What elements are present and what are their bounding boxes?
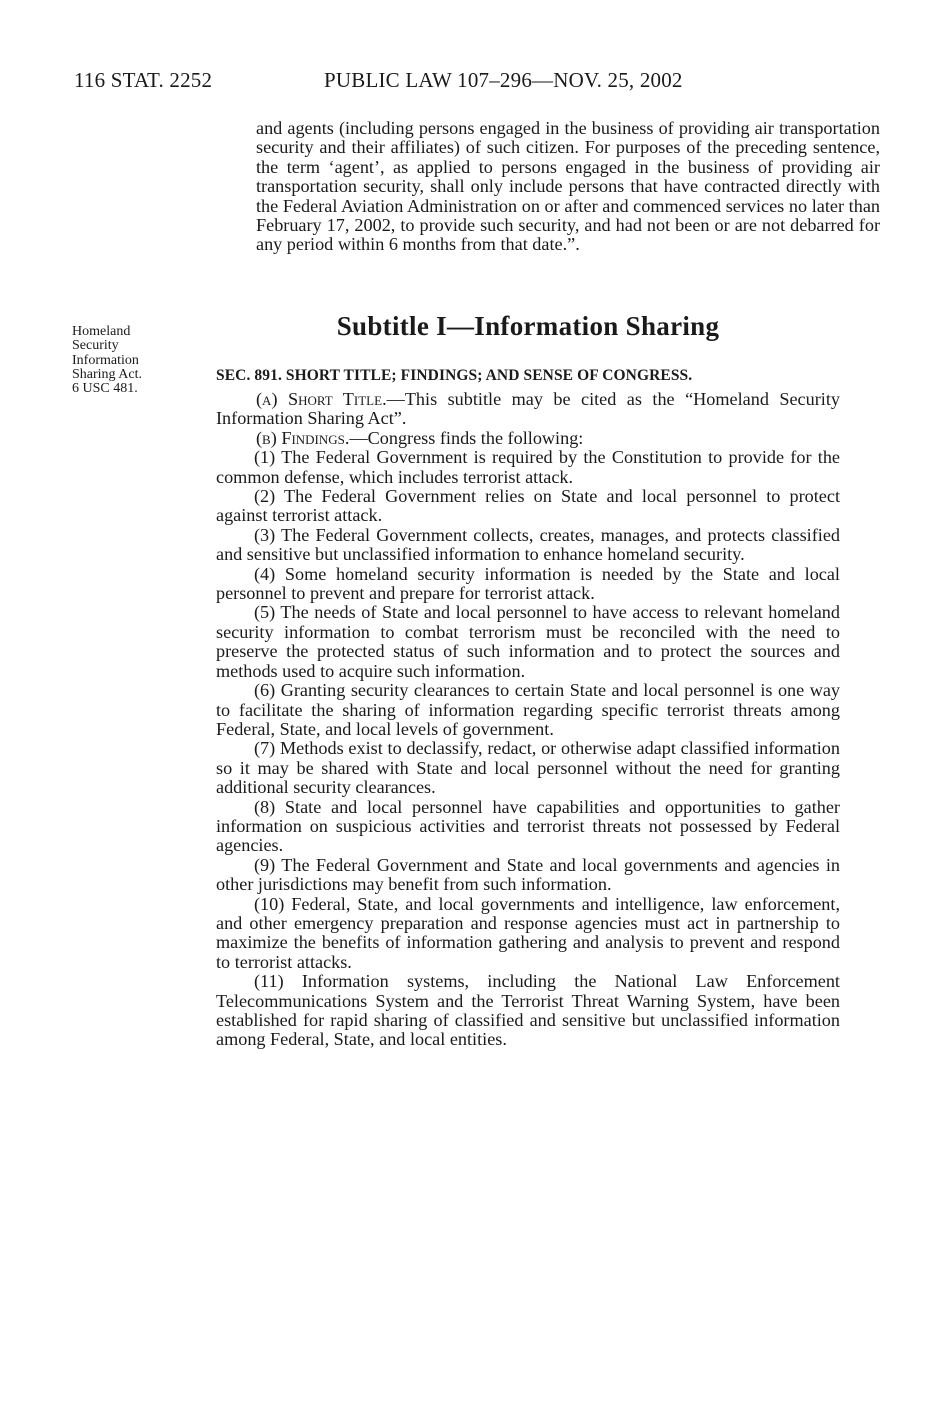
findings-label: (b) Findings. <box>256 427 350 448</box>
finding-item: (5) The needs of State and local personnel to have access to relevant homeland security information to combat terrorism must be reconciled with the need to preserve the protected status of such information and to protect the sources and methods used to acquire such information. <box>216 602 840 681</box>
margin-note-line: 6 USC 481. <box>72 381 138 397</box>
finding-item: (8) State and local personnel have capabilities and opportunities to gather information on suspicious activities and terrorist threats not possessed by Federal agencies. <box>216 796 840 856</box>
finding-item: (4) Some homeland security information is needed by the State and local personnel to prevent and prepare for terrorist attack. <box>216 563 840 604</box>
margin-note-line: Sharing Act. <box>72 366 142 382</box>
finding-item: (6) Granting security clearances to certain State and local personnel is one way to facilitate the sharing of information regarding specific terrorist threats among Federal, State, and local levels of government. <box>216 680 840 739</box>
finding-item: (1) The Federal Government is required by the Constitution to provide for the common defense, which includes terrorist attack. <box>216 447 840 487</box>
finding-item: (9) The Federal Government and State and local governments and agencies in other jurisdictions may benefit from such information. <box>216 854 840 895</box>
finding-item: (11) Information systems, including the National Law Enforcement Telecommunications System and the Terrorist Threat Warning System, have been established for rapid sharing of classified and sensitive but unclassified information among Federal, State, and local entities. <box>216 971 840 1050</box>
finding-item: (3) The Federal Government collects, creates, manages, and protects classified and sensitive but unclassified information to enhance homeland security. <box>216 524 840 565</box>
margin-note-line: Homeland <box>72 324 131 339</box>
continuation-paragraph: and agents (including persons engaged in the business of providing air transportation security and their affiliates) of such citizen. For purposes of the preceding sentence, the term ‘agent’, as applied to persons engaged in the business of providing air transportation security, shall only include persons that have contracted directly with the Federal Aviation Administration on or after and commenced services no later than February 17, 2002, to provide such security, and had not been or are not debarred for any period within 6 months from that date.”. <box>256 118 880 255</box>
findings-intro-paragraph <box>216 429 840 448</box>
subtitle-heading: Subtitle I—Information Sharing <box>336 311 720 341</box>
margin-note-line: Security <box>72 338 119 354</box>
findings-intro: —Congress finds the following: <box>349 427 584 448</box>
section-heading: SEC. 891. SHORT TITLE; FINDINGS; AND SENSE OF CONGRESS. <box>216 367 693 384</box>
findings-list <box>176 448 840 1050</box>
short-title-paragraph <box>216 390 840 429</box>
short-title-text: —This subtitle may be cited as the “Homeland Security Information Sharing Act”. <box>216 389 840 429</box>
finding-item: (7) Methods exist to declassify, redact, or otherwise adapt classified information so it may be shared with State and local personnel without the need for granting additional security clearances. <box>216 738 840 798</box>
finding-item: (10) Federal, State, and local governments and intelligence, law enforcement, and other emergency preparation and response agencies must act in partnership to maximize the benefits of information gathering and analysis to prevent and respond to terrorist attacks. <box>216 893 840 972</box>
margin-note <box>72 325 192 396</box>
margin-note-line: Information <box>72 352 139 368</box>
short-title-label: (a) Short Title. <box>256 389 387 409</box>
section-body <box>216 390 840 1050</box>
finding-item: (2) The Federal Government relies on State and local personnel to protect against terrorist attack. <box>216 486 840 526</box>
page-reference: 116 STAT. 2252 <box>74 68 213 92</box>
running-head: PUBLIC LAW 107–296—NOV. 25, 2002 <box>324 68 683 92</box>
